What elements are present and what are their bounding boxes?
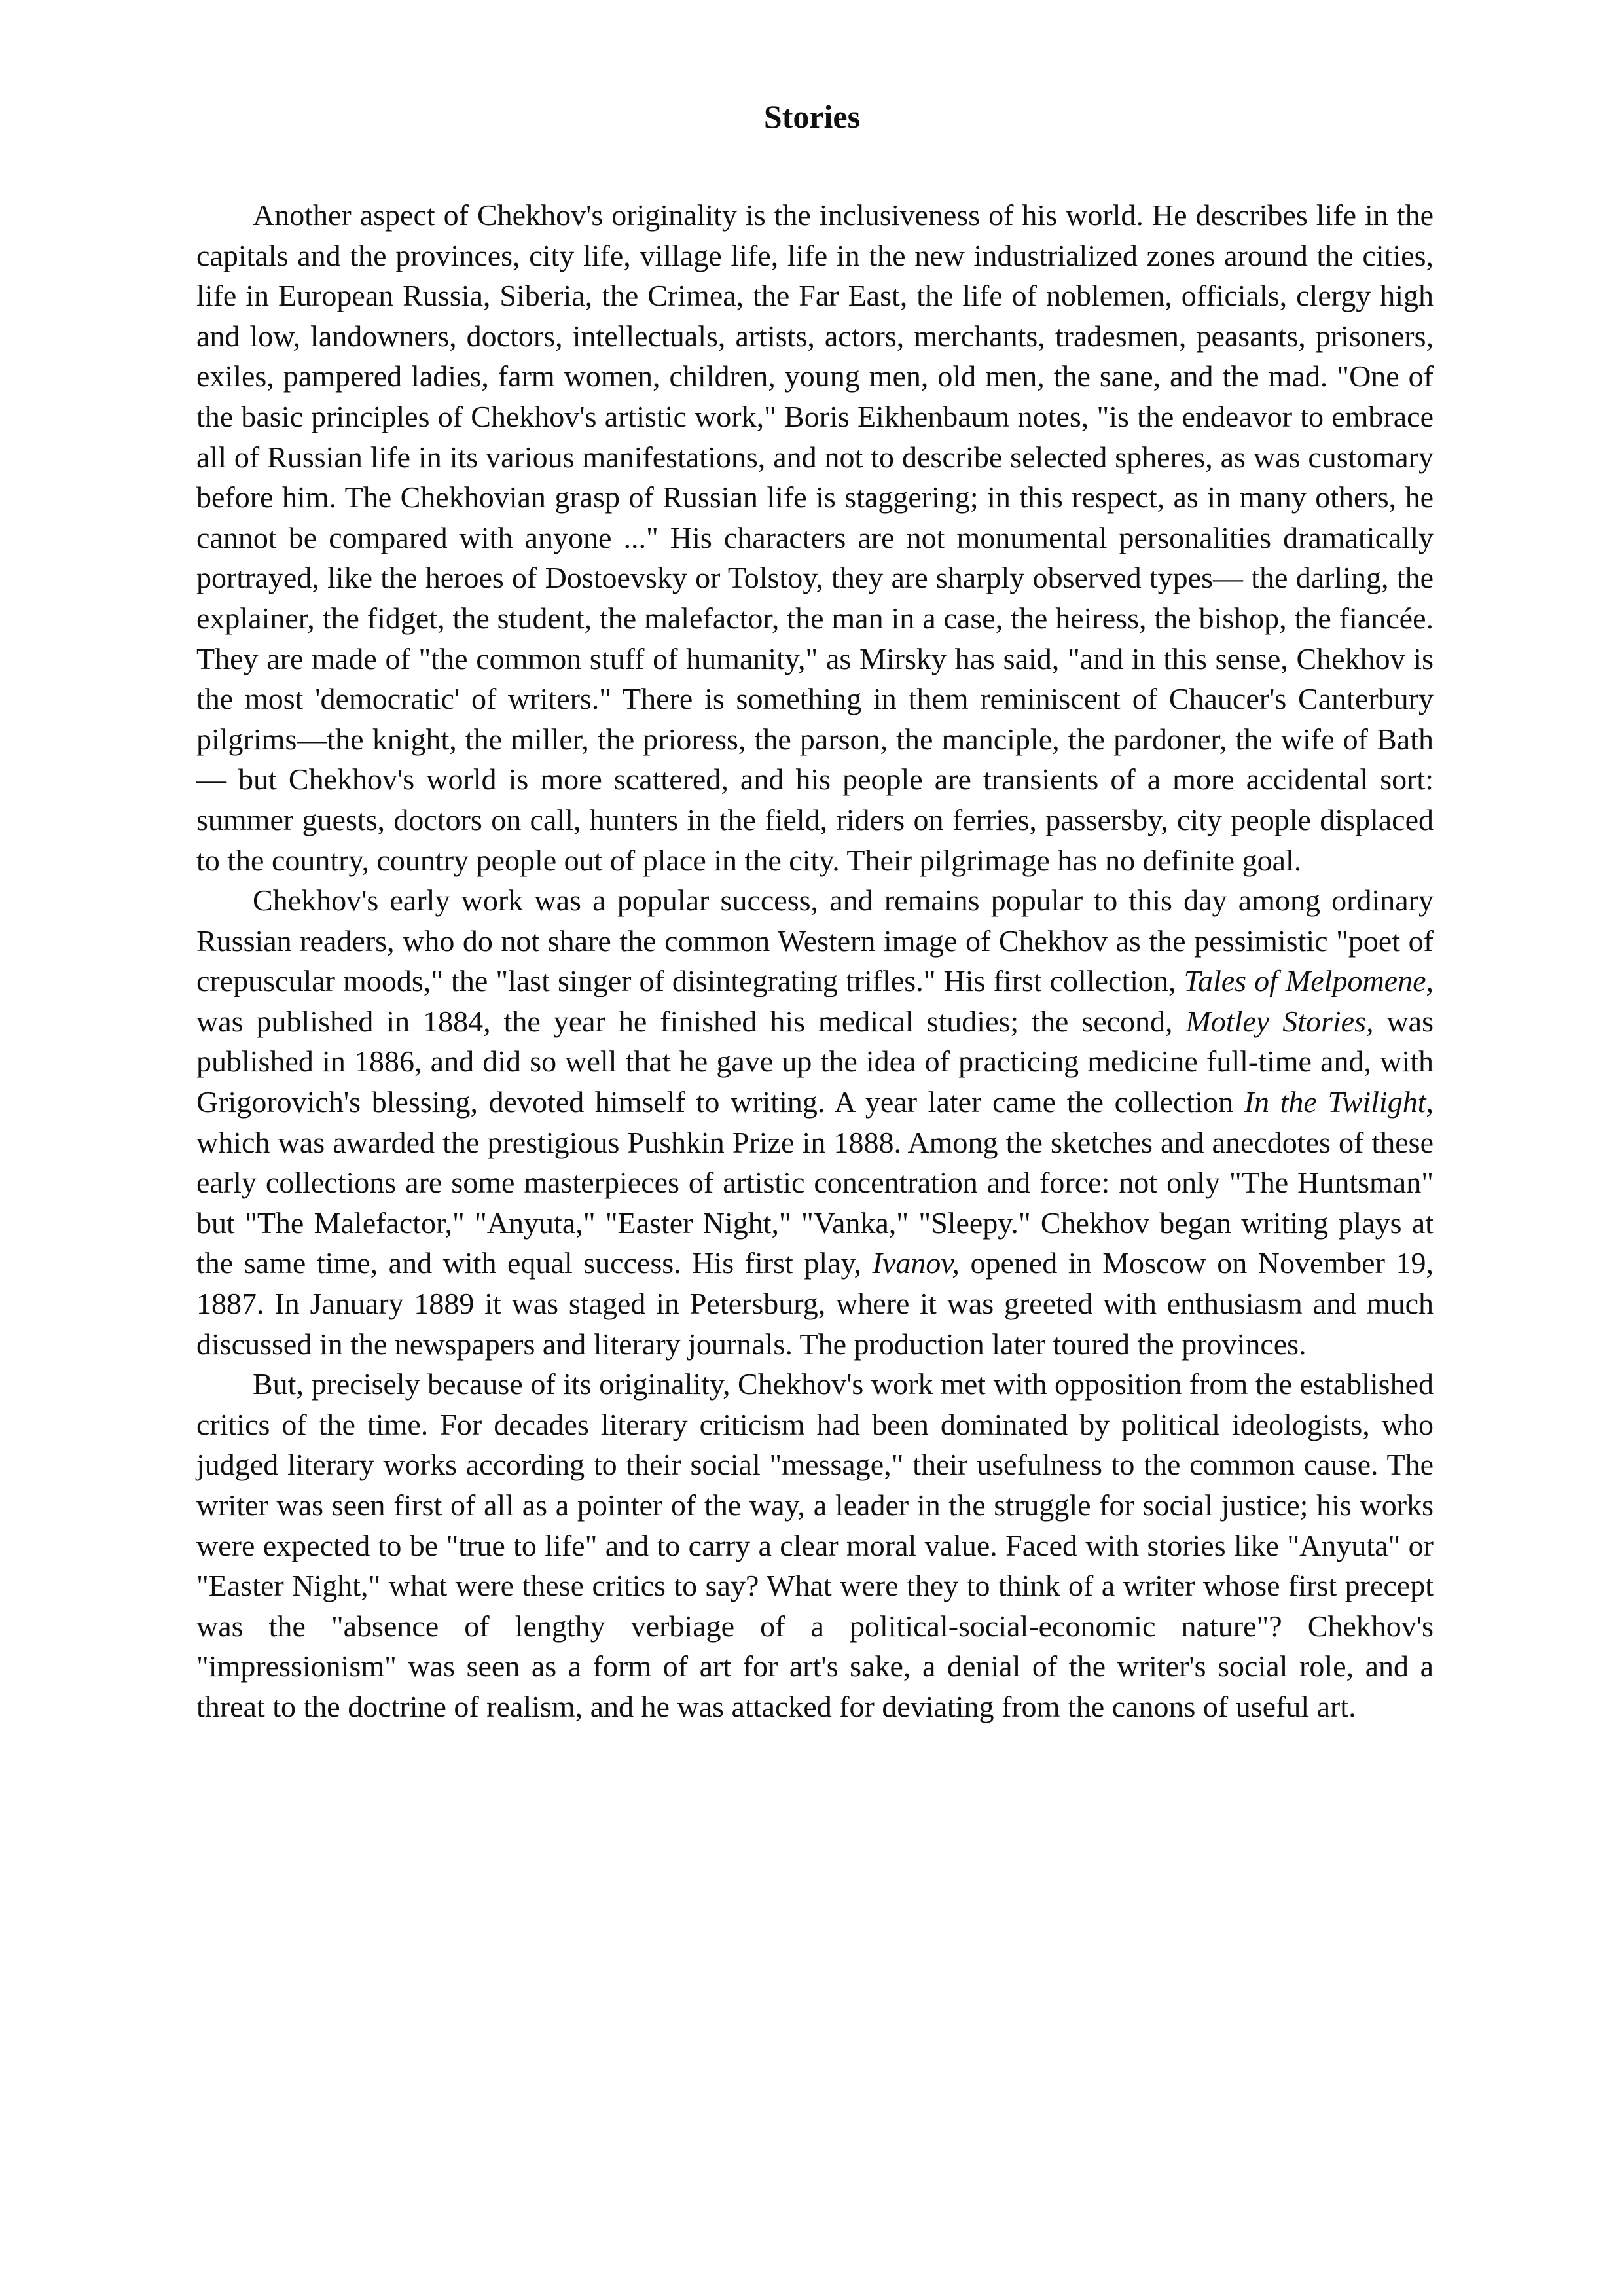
- text-run: which was awarded the prestigious Pushkin Prize in 1888. Among the sketches and anecdotes of these early collections are some masterpieces of artistic concentration and force: not only "The Huntsman" but "The Malefactor," "Anyuta," "Easter Night," "Vanka," "Sleepy." Chekhov began writing plays at the same time, and with equal success. His first play,: [196, 1125, 1434, 1280]
- paragraph-2: [196, 880, 1434, 1364]
- text-run: was published in 1886, and did so well that he gave up the idea of practicing medicine full-time and, with Grigorovich's blessing, devoted himself to writing. A year later came the collection: [196, 1004, 1434, 1119]
- text-run: Chekhov's early work was a popular success, and remains popular to this day among ordinary Russian readers, who do not share the common Western image of Chekhov as the pessimistic "poet of crepuscular moods," the "last singer of disintegrating trifles." His first collection,: [196, 884, 1434, 998]
- text-run: But, precisely because of its originality, Chekhov's work met with opposition from the established critics of the time. For decades literary criticism had been dominated by political ideologists, who judged literary works according to their social "message," their usefulness to the common cause. The writer was seen first of all as a pointer of the way, a leader in the struggle for social justice; his works were expected to be "true to life" and to carry a clear moral value. Faced with stories like "Anyuta" or "Easter Night," what were these critics to say? What were they to think of a writer whose first precept was the "absence of lengthy verbiage of a political-social-economic nature"? Chekhov's "impressionism" was seen as a form of art for art's sake, a denial of the writer's social role, and a threat to the doctrine of realism, and he was attacked for deviating from the canons of useful art.: [196, 1367, 1434, 1723]
- book-title-motley-stories: Motley Stories,: [1185, 1004, 1374, 1038]
- book-title-in-the-twilight: In the Twilight,: [1244, 1085, 1434, 1119]
- running-header: Stories: [763, 98, 861, 135]
- text-run: opened in Moscow on November 19, 1887. In January 1889 it was staged in Petersburg, where it was greeted with enthusiasm and much discussed in the newspapers and literary journals. The production later toured the provinces.: [196, 1246, 1434, 1361]
- paragraph-3: [196, 1364, 1434, 1727]
- book-title-tales-of-melpomene: Tales of Melpomene,: [1183, 964, 1434, 998]
- text-run: Another aspect of Chekhov's originality is the inclusiveness of his world. He describes life in the capitals and the provinces, city life, village life, life in the new industrialized zones around the cities, life in European Russia, Siberia, the Crimea, the Far East, the life of noblemen, officials, clergy high and low, landowners, doctors, intellectuals, artists, actors, merchants, tradesmen, peasants, prisoners, exiles, pampered ladies, farm women, children, young men, old men, the sane, and the mad. "One of the basic principles of Chekhov's artistic work," Boris Eikhenbaum notes, "is the endeavor to embrace all of Russian life in its various manifestations, and not to describe selected spheres, as was customary before him. The Chekhovian grasp of Russian life is staggering; in this respect, as in many others, he cannot be compared with anyone ..." His characters are not monumental personalities dramatically portrayed, like the heroes of Dostoevsky or Tolstoy, they are sharply observed types— the darling, the explainer, the fidget, the student, the malefactor, the man in a case, the heiress, the bishop, the fiancée. They are made of "the common stuff of humanity," as Mirsky has said, "and in this sense, Chekhov is the most 'democratic' of writers." There is something in them reminiscent of Chaucer's Canterbury pilgrims—the knight, the miller, the prioress, the parson, the manciple, the pardoner, the wife of Bath— but Chekhov's world is more scattered, and his people are transients of a more accidental sort: summer guests, doctors on call, hunters in the field, riders on ferries, passersby, city people displaced to the country, country people out of place in the city. Their pilgrimage has no definite goal.: [196, 198, 1434, 877]
- body-text: [196, 195, 1434, 1727]
- text-run: was published in 1884, the year he finished his medical studies; the second,: [196, 1004, 1186, 1038]
- paragraph-1: [196, 195, 1434, 880]
- play-title-ivanov: Ivanov,: [872, 1246, 960, 1280]
